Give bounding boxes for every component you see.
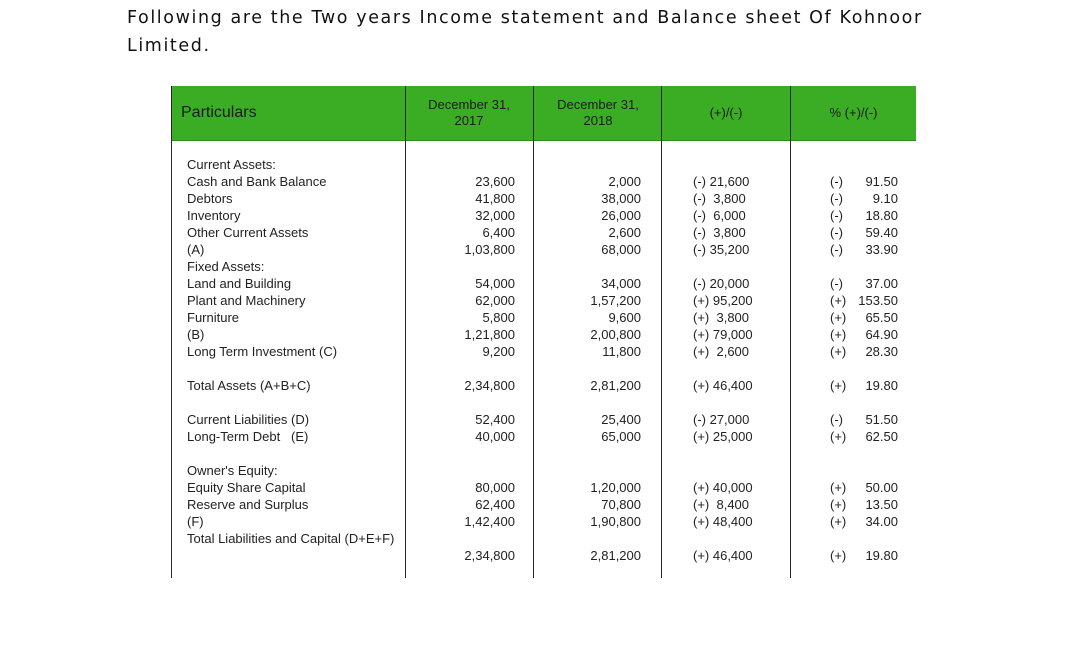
row-label: Other Current Assets [187,225,309,240]
value-change [693,258,793,275]
value-change: (+) 3,800 [693,310,750,325]
value-percent [830,258,898,275]
value-2017 [405,258,515,275]
percent-sign: (+) [830,514,847,529]
value-change: (+) 2,600 [693,344,750,359]
percent-value: 33.90 [865,242,898,257]
percent-sign: (+) [830,497,847,512]
row-label: (A) [187,242,205,257]
value-percent [830,343,898,360]
value-2017 [405,462,515,479]
value-percent [830,173,898,190]
value-change: (-) 3,800 [693,225,746,240]
row-spacer [830,360,898,377]
percent-sign: (+) [830,429,847,444]
dec-2017-column [405,156,515,564]
value-change: (-) 35,200 [693,242,750,257]
value-percent [830,190,898,207]
value-percent [830,377,898,394]
row-label: Owner's Equity: [187,463,278,478]
percent-sign: (-) [830,174,843,189]
row-label: Long Term Investment (C) [187,344,338,359]
row-spacer [187,360,403,377]
row-label: Inventory [187,208,241,223]
row-label: Plant and Machinery [187,293,306,308]
percent-value: 91.50 [865,174,898,189]
column-rule [171,86,172,578]
row-spacer [693,445,793,462]
percent-sign: (+) [830,310,847,325]
value-2017: 6,400 [482,225,515,240]
row-spacer [187,394,403,411]
value-2017: 40,000 [475,429,515,444]
value-2018: 1,57,200 [590,293,641,308]
value-2018: 2,00,800 [590,327,641,342]
percent-sign: (-) [830,242,843,257]
value-percent [830,156,898,173]
value-change: (-) 3,800 [693,191,746,206]
value-change [693,462,793,479]
value-percent [830,462,898,479]
value-change: (+) 46,400 [693,548,753,563]
row-spacer [693,360,793,377]
value-2017: 5,800 [482,310,515,325]
percent-value: 59.40 [865,225,898,240]
value-percent [830,428,898,445]
value-change: (-) 27,000 [693,412,750,427]
value-2017: 80,000 [475,480,515,495]
value-2018: 11,800 [602,344,641,359]
value-2017: 54,000 [475,276,515,291]
value-2017 [405,530,515,547]
value-2017: 1,21,800 [464,327,515,342]
value-2018: 68,000 [601,242,641,257]
value-2017: 41,800 [475,191,515,206]
value-percent [830,326,898,343]
percent-value: 19.80 [865,548,898,563]
percent-sign: (+) [830,548,847,563]
value-change: (+) 40,000 [693,480,753,495]
percent-sign: (+) [830,293,847,308]
value-percent [830,411,898,428]
value-change: (+) 48,400 [693,514,753,529]
row-label: Equity Share Capital [187,480,306,495]
percent-sign: (-) [830,208,843,223]
percent-sign: (+) [830,480,847,495]
row-spacer [534,360,641,377]
table-header [171,86,916,141]
row-spacer [693,394,793,411]
value-2018: 9,600 [608,310,641,325]
row-spacer [534,445,641,462]
dec-2018-column [534,156,641,564]
row-spacer [405,394,515,411]
value-percent [830,292,898,309]
percent-sign: (+) [830,327,847,342]
value-2017: 2,34,800 [464,548,515,563]
percent-value: 18.80 [865,208,898,223]
value-percent [830,207,898,224]
value-change: (-) 20,000 [693,276,750,291]
value-2018: 2,81,200 [590,378,641,393]
value-2018: 1,20,000 [590,480,641,495]
value-2018 [534,530,641,547]
percent-sign: (-) [830,225,843,240]
value-change [693,530,793,547]
header-dec-2018: December 31, 2018 [557,97,639,128]
value-2017: 1,03,800 [464,242,515,257]
percent-value: 9.10 [872,191,898,206]
value-2018 [534,258,641,275]
percent-sign: (+) [830,378,847,393]
row-label: Reserve and Surplus [187,497,309,512]
value-percent [830,309,898,326]
value-2018: 26,000 [601,208,641,223]
value-change: (-) 6,000 [693,208,746,223]
percent-value: 28.30 [865,344,898,359]
percent-value: 37.00 [865,276,898,291]
percent-value: 34.00 [865,514,898,529]
header-particulars: Particulars [181,104,257,121]
percent-value: 62.50 [865,429,898,444]
value-2018: 2,000 [608,174,641,189]
value-percent [830,496,898,513]
percent-value: 50.00 [865,480,898,495]
row-label: Debtors [187,191,233,206]
header-percent-change: % (+)/(-) [829,105,878,120]
balance-sheet-table [171,86,916,578]
row-label: Long-Term Debt (E) [187,429,309,444]
intro-text: Following are the Two years Income statement and Balance sheet Of Kohnoor Limited. [127,8,923,56]
value-2017: 62,000 [475,293,515,308]
value-2017: 52,400 [475,412,515,427]
row-label [187,547,403,564]
row-spacer [830,445,898,462]
value-2017: 9,200 [482,344,515,359]
percent-value: 64.90 [865,327,898,342]
value-change: (+) 8,400 [693,497,750,512]
percent-sign: (+) [830,344,847,359]
value-2017: 2,34,800 [464,378,515,393]
value-percent [830,513,898,530]
percent-value: 19.80 [865,378,898,393]
row-spacer [534,394,641,411]
percent-value: 51.50 [865,412,898,427]
value-2018: 38,000 [601,191,641,206]
value-2018: 65,000 [601,429,641,444]
row-spacer [405,360,515,377]
percent-column [830,156,898,564]
change-column [693,156,793,564]
row-spacer [405,445,515,462]
value-change: (+) 25,000 [693,429,753,444]
particulars-column [187,156,403,564]
percent-value: 65.50 [865,310,898,325]
row-label: Current Liabilities (D) [187,412,310,427]
value-percent [830,530,898,547]
value-change [693,156,793,173]
value-2018: 25,400 [601,412,641,427]
value-change: (+) 95,200 [693,293,753,308]
value-2018: 34,000 [601,276,641,291]
row-label: (F) [187,514,204,529]
header-dec-2017: December 31, 2017 [428,97,510,128]
row-label: Furniture [187,310,240,325]
row-label: Fixed Assets: [187,259,265,274]
value-2018 [534,156,641,173]
value-percent [830,224,898,241]
value-2017 [405,156,515,173]
value-change: (+) 79,000 [693,327,753,342]
row-spacer [830,394,898,411]
percent-sign: (-) [830,191,843,206]
value-percent [830,479,898,496]
percent-sign: (-) [830,276,843,291]
value-2018: 2,600 [608,225,641,240]
row-spacer [187,445,403,462]
value-2017: 62,400 [475,497,515,512]
row-label: Total Liabilities and Capital (D+E+F) [187,531,395,546]
value-change: (+) 46,400 [693,378,753,393]
value-percent [830,275,898,292]
row-label: (B) [187,327,205,342]
value-percent [830,241,898,258]
value-percent [830,547,898,564]
value-2017: 23,600 [475,174,515,189]
percent-value: 153.50 [858,293,898,308]
row-label: Land and Building [187,276,292,291]
value-2017: 1,42,400 [464,514,515,529]
percent-sign: (-) [830,412,843,427]
row-label: Cash and Bank Balance [187,174,327,189]
percent-value: 13.50 [865,497,898,512]
column-rule [661,86,662,578]
row-label: Current Assets: [187,157,276,172]
value-2018: 2,81,200 [590,548,641,563]
value-2018: 70,800 [601,497,641,512]
header-change: (+)/(-) [709,105,743,120]
value-2018: 1,90,800 [590,514,641,529]
value-2017: 32,000 [475,208,515,223]
value-2018 [534,462,641,479]
value-change: (-) 21,600 [693,174,750,189]
row-label: Total Assets (A+B+C) [187,378,311,393]
